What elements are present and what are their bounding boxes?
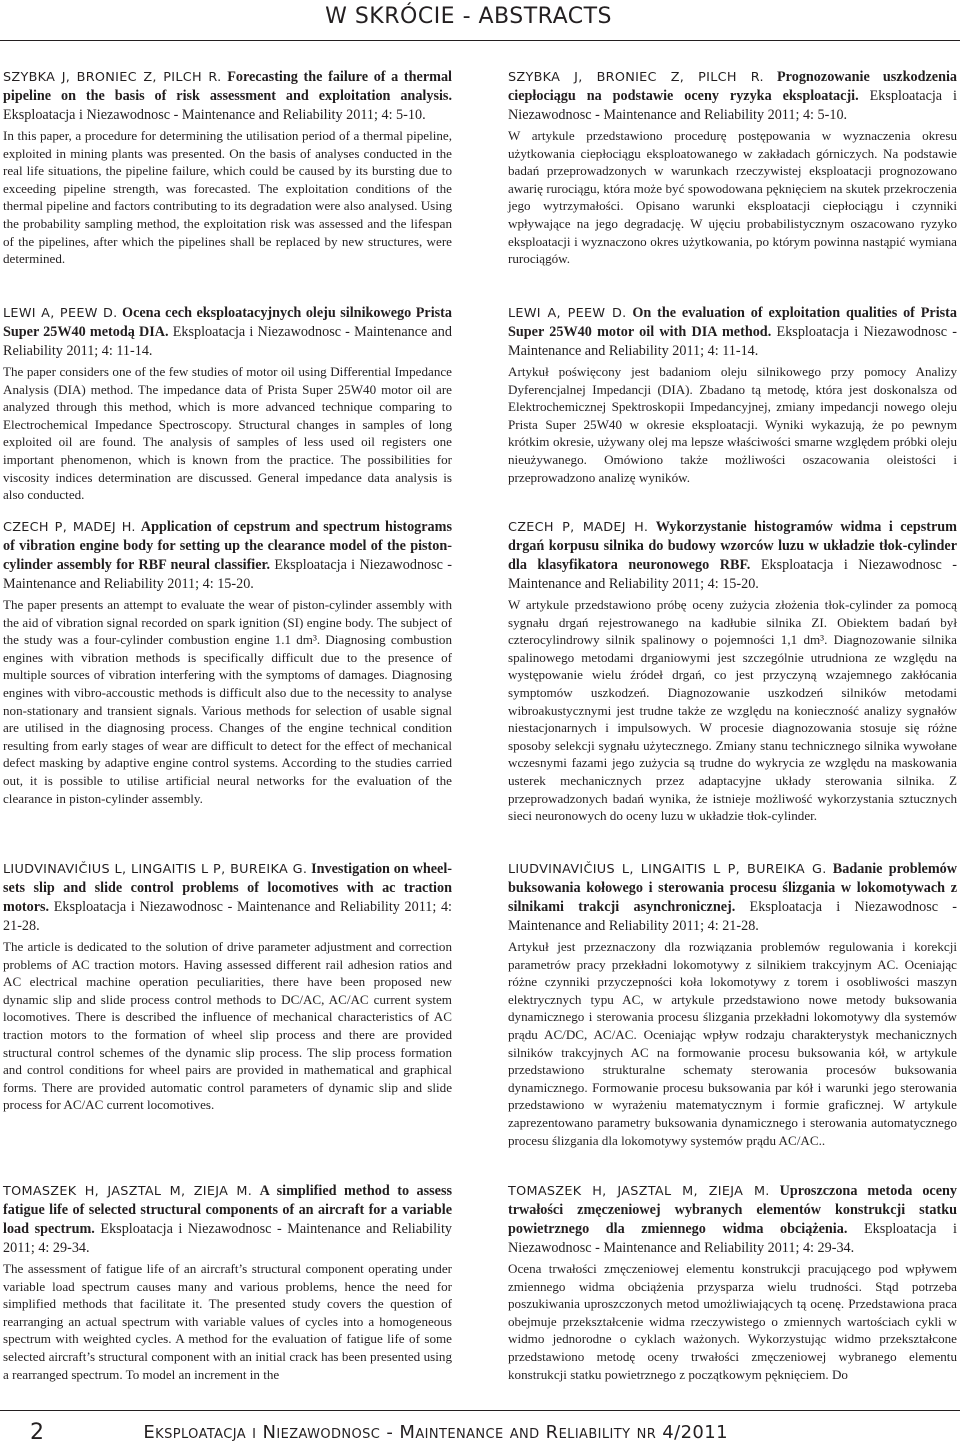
journal-reference: Eksploatacja i Niezawodnosc - Maintenance and Reliability 2011; 4: 11-14. <box>508 324 958 359</box>
abstract-text: The article is dedicated to the solution of drive parameter adjustment and correction problems of AC traction motors. Having assessed different rail adhesion ratios and AC electrical machine operation peculiarities, there have been proposed new dynamic slip and slide process control methods to DC/AC, AC/AC current system locomotives. There is described the influence of mechanical characteristics of AC traction motors to the formation of wheel slip process and there are provided structural control schemes of the dynamic slip process. The slip process formation and control conditions for wheel pairs are provided in mathematical and graphical forms. There are provided automatic control parameters of dynamic slip and slide process for AC/AC current locomotives. <box>3 939 452 1113</box>
section-title: W SKRÓCIE - ABSTRACTS <box>325 4 612 29</box>
journal-reference: Eksploatacja i Niezawodnosc - Maintenance and Reliability 2011; 4: 5-10. <box>508 88 957 123</box>
article-title: Application of cepstrum and spectrum histograms of vibration engine body for setting up the clearance model of the piston-cylinder assembly for RBF neural classifier. <box>3 519 452 573</box>
authors: CZECH P, MADEJ H. <box>508 520 649 535</box>
journal-reference: Eksploatacja i Niezawodnosc - Maintenance and Reliability 2011; 4: 21-28. <box>3 899 452 934</box>
abstract-text: Ocena trwałości zmęczeniowej elementu konstrukcji pracującego pod wpływem zmiennego widma obciążenia przysparza wielu trudności. Stąd potrzeba poszukiwania uproszczonych metod umożliwiających tą ocenę. Przedstawiona praca obejmuje przekształcenie widma rzeczywistego o zmiennych wartościach cykli w widmo jednorodne o cyklach ważonych. Wykorzystując widmo przekształcone przedstawiono metodę oceny trwałości zmęczeniowej wybranego elementu konstrukcji statku powietrznego z początkowym pęknięciem. Do <box>508 1261 957 1382</box>
journal-name: Eksploatacja i Niezawodnosc - Maintenance and Reliability nr 4/2011 <box>143 1422 728 1443</box>
authors: SZYBKA J, BRONIEC Z, PILCH R. <box>3 70 222 85</box>
article-title: On the evaluation of exploitation qualities of Prista Super 25W40 motor oil with DIA method. <box>508 305 957 340</box>
article-title: Wykorzystanie histogramów widma i cepstrum drgań korpusu silnika do budowy wzorców luzu w układzie tłok-cylinder dla klasyfikatora neuronowego RBF. <box>508 519 957 573</box>
abstract-text: The assessment of fatigue life of an aircraft’s structural component operating under variable load spectrum causes many and various problems, hence the need for simplified methods that facilitate it. The presented study covers the question of rearranging an actual spectrum with variable values of cycles into a homogeneous spectrum with weighted cycles. A method for the evaluation of fatigue life of some selected aircraft’s structural component with an initial crack has been presented using a rearranged spectrum. To model an increment in the <box>3 1261 452 1382</box>
citation <box>508 518 957 594</box>
citation <box>3 518 452 594</box>
authors: SZYBKA J, BRONIEC Z, PILCH R. <box>508 70 764 85</box>
article-title: Ocena cech eksploatacyjnych oleju silnikowego Prista Super 25W40 metodą DIA. <box>3 305 452 340</box>
article-title: A simplified method to assess fatigue life of selected structural components of an aircraft for a variable load spectrum. <box>3 1183 452 1237</box>
journal-reference: Eksploatacja i Niezawodnosc - Maintenance and Reliability 2011; 4: 21-28. <box>508 899 957 934</box>
authors: LIUDVINAVIČIUS L, LINGAITIS L P, BUREIKA G. <box>508 862 827 877</box>
journal-reference: Eksploatacja i Niezawodnosc - Maintenance and Reliability 2011; 4: 5-10. <box>3 107 426 123</box>
header-rule <box>0 40 960 41</box>
page-footer <box>0 1410 960 1455</box>
footer-rule <box>0 1410 960 1411</box>
abstract-entry <box>3 68 452 268</box>
authors: CZECH P, MADEJ H. <box>3 520 136 535</box>
citation <box>3 304 452 361</box>
abstract-entry <box>508 1182 957 1383</box>
page-header <box>0 0 960 42</box>
abstract-entry <box>3 1182 452 1383</box>
abstract-entry <box>3 518 452 807</box>
abstract-text: Artykuł poświęcony jest badaniom oleju silnikowego przy pomocy Analizy Dyferencjalnej Impedancji (DIA). Zbadano tą metodę, która jest doskonalsza od Elektrochemicznej Spektroskopii Impedancyjnej, zmiany impedancji nowego oleju Prista Super 25W40 w okresie eksploatacji. Wyniki wykazują, że po pewnym krótkim okresie, używany olej ma lepsze właściwości smarne względem próbki oleju nieużywanego. Omówiono także możliwości oszacowania oleistości i przeprowadzono analizę wyników. <box>508 364 957 485</box>
citation <box>508 304 957 361</box>
abstract-text: W artykule przedstawiono próbę oceny zużycia złożenia tłok-cylinder za pomocą sygnału drgań rejestrowanego na kadłubie silnika ZI. Obiektem badań był czterocylindrowy silnik spalinowy o pojemności 1,1 dm³. Diagnozowanie silnika spalinowego metodami drganiowymi jest szczególnie utrudniona ze względu na występowanie wielu źródeł drgań, co jest przyczyną wzajemnego zakłócania symptomów uszkodzeń. Diagnozowanie uszkodzeń silników metodami wibroakustycznymi jest trudne także ze względu na konieczność analizy sygnałów niestacjonarnych i impulsowych. W procesie diagnozowania stosuje się różne sposoby selekcji sygnału użytecznego. Zmiany stanu technicznego silnika wywołane wczesnymi fazami jego zużycia są trudne do wykrycia ze względu na maskowania usterek mechanicznych przez adaptacyjne układy sterowania silnika. Z przeprowadzonych badań wynika, że istnieje możliwość wykorzystania sztucznych sieci neuronowych do oceny luzu w układzie tłok-cylinder. <box>508 597 957 824</box>
abstract-text: W artykule przedstawiono procedurę postępowania w wyznaczenia okresu użytkowania ciepłociągu eksploatowanego w zakładach górniczych. Na podstawie badań przeprowadzonych w warunkach rzeczywistej eksploatacji prognozowano awarię rurociągu, która może być spowodowana pęknięciem na skutek przekroczenia jego wytrzymałości. Opisano warunki eksploatacji ciepłociągu i czynniki wpływające na jego degradację. W ujęciu probabilistycznym oszacowano ryzyko eksploatacji i wyznaczono okres użytkowania, po którym powinna nastąpić wymiana rurociągów. <box>508 128 957 267</box>
citation <box>508 68 957 125</box>
citation <box>508 860 957 936</box>
abstract-entry <box>508 304 957 486</box>
journal-reference: Eksploatacja i Niezawodnosc - Maintenance and Reliability 2011; 4: 29-34. <box>508 1221 957 1256</box>
journal-reference: Eksploatacja i Niezawodnosc - Maintenance and Reliability 2011; 4: 15-20. <box>3 557 452 592</box>
abstract-text: The paper considers one of the few studies of motor oil using Differential Impedance Analysis (DIA) method. The impedance data of Prista Super 25W40 motor oil are analyzed through this method, which is more advanced technique comparing to Electrochemical Impedance Spectroscopy. Structural changes in samples of long exploited oil are found. The analysis of samples of less used oil registers one important phenomenon, which is known from the practice. The possibilities for viscosity indices determination are discussed. General impedance data analysis is also conducted. <box>3 364 452 503</box>
authors: TOMASZEK H, JASZTAL M, ZIEJA M. <box>508 1184 770 1199</box>
article-title: Investigation on wheel-sets slip and slide control problems of locomotives with ac traction motors. <box>3 861 452 915</box>
abstract-entry <box>508 518 957 825</box>
journal-reference: Eksploatacja i Niezawodnosc - Maintenance and Reliability 2011; 4: 15-20. <box>508 557 958 592</box>
abstract-entry <box>508 68 957 268</box>
authors: TOMASZEK H, JASZTAL M, ZIEJA M. <box>3 1184 253 1199</box>
authors: LEWI A, PEEW D. <box>3 306 118 321</box>
journal-reference: Eksploatacja i Niezawodnosc - Maintenance and Reliability 2011; 4: 11-14. <box>3 324 452 359</box>
page-number: 2 <box>30 1420 44 1445</box>
citation <box>508 1182 957 1258</box>
abstract-text: In this paper, a procedure for determining the utilisation period of a thermal pipeline, exploited in mining plants was presented. On the basis of analyses conducted in the real life situations, the pipeline failure, which could be caused by its bursting due to exceeding pipeline strength, was forecasted. The exploitation conditions of the thermal pipeline and factors contributing to its degradation were also analysed. Using the probability sampling method, the exploitation risk was assessed and the lifespan of the pipelines, after which the pipelines shall be replaced by new structures, were determined. <box>3 128 452 267</box>
citation <box>3 1182 452 1258</box>
article-title: Forecasting the failure of a thermal pipeline on the basis of risk assessment and exploitation analysis. <box>3 69 452 104</box>
abstract-entry <box>3 860 452 1114</box>
abstract-text: The paper presents an attempt to evaluate the wear of piston-cylinder assembly with the aid of vibration signal recorded on spark ignition (SI) engine body. The subject of the study was a four-cylinder combustion engine 1.1 dm³. Diagnosing combustion engines with vibration methods is specifically difficult due to the presence of multiple sources of vibration interfering with the symptoms of damages. Diagnosing engines with vibro-accoustic methods is difficult also due to the necessity to analyse non-stationary and transient signals. Various methods for selection of usable signal are utilised in the diagnosing process. Changes of the engine technical condition resulting from early stages of wear are difficult to detect for the effect of mechanical defect masking by adaptive engine control systems. According to the studies carried out, it is possible to utilise artificial neural networks for the evaluation of the clearance in piston-cylinder assembly. <box>3 597 452 806</box>
citation <box>3 68 452 125</box>
authors: LIUDVINAVIČIUS L, LINGAITIS L P, BUREIKA G. <box>3 862 308 877</box>
abstract-entry <box>508 860 957 1149</box>
abstract-text: Artykuł jest przeznaczony dla rozwiązania problemów regulowania i korekcji parametrów pracy przekładni lokomotywy z silnikiem trakcyjnym AC. Oceniając różne czynniki przyczepności koła lokomotywy z torem i osobliwości maszyn elektrycznych typu AC, w artykule przedstawiono nowe metody buksowania dynamicznego i sterowania procesu ślizgania przekładni lokomotywy dla systemów prądu AC/DC, AC/AC. Oceniając wpływ rodzaju charakterystyk mechanicznych silników trakcyjnych AC na formowanie procesu buksowania kół, w artykule przedstawiono strukturalne schematy sterowania procesów buksowania dynamicznego. Formowanie procesu buksowania par kół i warunki jego sterowania przedstawiono w wyrażeniu matematycznym i formie graficznej. W artykule zaprezentowano parametry buksowania dynamicznego i sterowania automatycznego procesu ślizgania dla lokomotywy systemów prądu AC/AC.. <box>508 939 957 1148</box>
abstract-entry <box>3 304 452 504</box>
journal-reference: Eksploatacja i Niezawodnosc - Maintenance and Reliability 2011; 4: 29-34. <box>3 1221 452 1256</box>
article-title: Uproszczona metoda oceny trwałości zmęczeniowej wybranych elementów konstrukcji statku powietrznego dla zmiennego widma obciążenia. <box>508 1183 957 1237</box>
article-title: Badanie problemów buksowania kołowego i sterowania procesu ślizgania w lokomotywach z silnikami trakcji asynchronicznej. <box>508 861 957 915</box>
article-title: Prognozowanie uszkodzenia ciepłociągu na podstawie oceny ryzyka eksploatacji. <box>508 69 957 104</box>
citation <box>3 860 452 936</box>
authors: LEWI A, PEEW D. <box>508 306 627 321</box>
